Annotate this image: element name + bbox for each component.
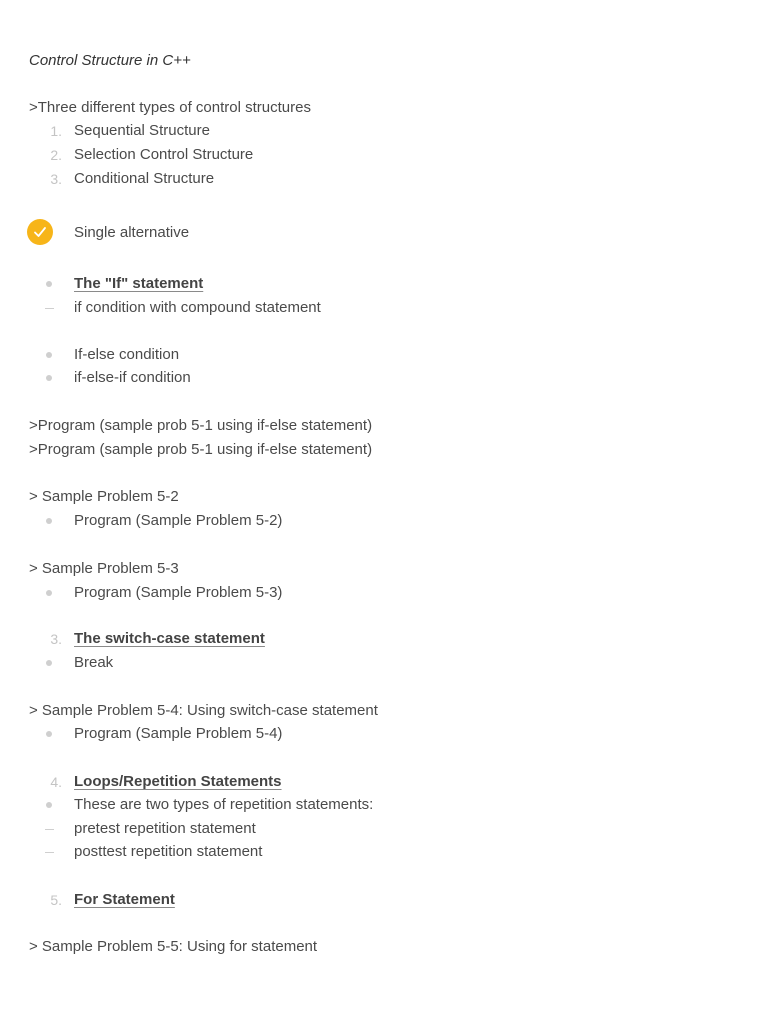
- program-line-2: >Program (sample prob 5-1 using if-else statement): [29, 441, 373, 458]
- list-number: 4.: [50, 774, 62, 790]
- bullet-icon: [29, 723, 65, 745]
- note-title: Control Structure in C++: [29, 52, 191, 69]
- bullet-icon: [29, 794, 65, 816]
- section-heading-loops: Loops/Repetition Statements: [74, 773, 282, 790]
- list-number: 3.: [50, 631, 62, 647]
- dash-icon: [29, 818, 65, 840]
- section-heading-switch: The switch-case statement: [74, 630, 265, 647]
- list-item-label: posttest repetition statement: [74, 843, 263, 860]
- section-heading-if: The "If" statement: [74, 275, 204, 292]
- program-line-1: >Program (sample prob 5-1 using if-else statement): [29, 417, 373, 434]
- list-item-label: Program (Sample Problem 5-3): [74, 584, 283, 601]
- list-item-label: Conditional Structure: [74, 170, 215, 187]
- bullet-icon: [29, 510, 65, 532]
- sample-problem-5-2: > Sample Problem 5-2: [29, 488, 179, 505]
- section-heading-for: For Statement: [74, 891, 175, 908]
- dash-icon: [29, 297, 65, 319]
- list-number: 2.: [50, 147, 62, 163]
- list-number: 3.: [50, 171, 62, 187]
- list-number: 5.: [50, 892, 62, 908]
- bullet-icon: [29, 582, 65, 604]
- sample-problem-5-4: > Sample Problem 5-4: Using switch-case statement: [29, 702, 378, 719]
- list-item-label: Selection Control Structure: [74, 146, 254, 163]
- bullet-icon: [29, 273, 65, 295]
- list-number: 1.: [50, 123, 62, 139]
- list-item-label: Program (Sample Problem 5-2): [74, 512, 283, 529]
- bullet-icon: [29, 344, 65, 366]
- list-item-label: If-else condition: [74, 346, 180, 363]
- intro-line: >Three different types of control structures: [29, 99, 311, 116]
- list-item-label: if condition with compound statement: [74, 299, 321, 316]
- bullet-icon: [29, 367, 65, 389]
- bullet-icon: [29, 652, 65, 674]
- list-item-label: Sequential Structure: [74, 122, 210, 139]
- list-item-label: pretest repetition statement: [74, 820, 256, 837]
- list-item-label: if-else-if condition: [74, 369, 191, 386]
- dash-icon: [29, 841, 65, 863]
- checkmark-circle-icon[interactable]: [27, 219, 53, 245]
- list-item-label: These are two types of repetition statements:: [74, 796, 374, 813]
- list-item-label: Break: [74, 654, 114, 671]
- checklist-label: Single alternative: [74, 224, 190, 241]
- sample-problem-5-5: > Sample Problem 5-5: Using for statement: [29, 938, 318, 955]
- list-item-label: Program (Sample Problem 5-4): [74, 725, 283, 742]
- sample-problem-5-3: > Sample Problem 5-3: [29, 560, 179, 577]
